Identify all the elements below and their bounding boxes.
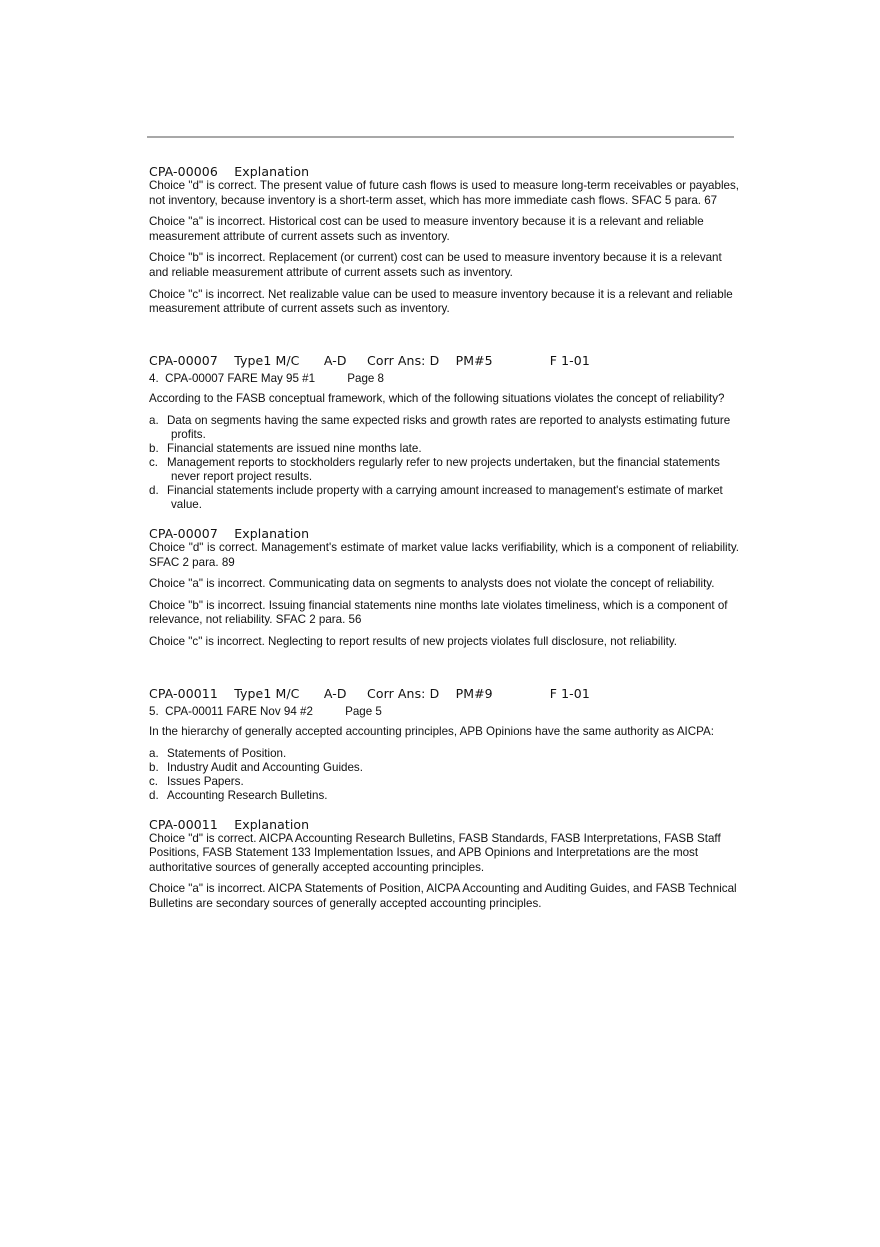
explanation-paragraph: Choice "d" is correct. The present value of future cash flows is used to measure long-term receivables or payables, not inventory, because inventory is a short-term asset, which has more immediate cash flows. SFAC 5 para. 67	[149, 179, 739, 207]
choice-text: Data on segments having the same expected risks and growth rates are reported to analysts estimating future profits.	[167, 413, 731, 441]
explanation-paragraph: Choice "c" is incorrect. Net realizable value can be used to measure inventory because it is a relevant and reliable measurement attribute of current assets such as inventory.	[149, 287, 733, 316]
choice-letter: b.	[149, 441, 159, 455]
choice-letter: d.	[149, 788, 159, 802]
choice-text: Management reports to stockholders regularly refer to new projects undertaken, but the financial statements never report project results.	[167, 455, 720, 483]
explanation-paragraph: Choice "a" is incorrect. Communicating data on segments to analysts does not violate the concept of reliability.	[149, 577, 715, 591]
question-text: According to the FASB conceptual framework, which of the following situations violates the concept of reliability?	[149, 392, 725, 406]
explanation-paragraph: Choice "d" is correct. Management's estimate of market value lacks verifiability, which is a component of reliability. SFAC 2 para. 89	[149, 540, 739, 569]
answer-choice-d	[149, 484, 739, 512]
explanation-cpa-00011	[149, 817, 739, 912]
answer-choices	[149, 747, 739, 803]
choice-text: Financial statements are issued nine months late.	[167, 441, 422, 455]
question-header: CPA-00007 Type1 M/C A-D Corr Ans: D PM#5 F 1-01	[149, 352, 590, 368]
answer-choice-d	[149, 789, 739, 803]
explanation-cpa-00007	[149, 526, 739, 650]
explanation-header: CPA-00007 Explanation	[149, 525, 310, 541]
choice-text: Accounting Research Bulletins.	[167, 788, 328, 802]
explanation-paragraph: Choice "d" is correct. AICPA Accounting Research Bulletins, FASB Standards, FASB Interpretations, FASB Staff Positions, FASB Statement 133 Implementation Issues, and APB Opinions and Interpretations are the most authoritative sources of generally accepted accounting principles.	[149, 831, 721, 874]
choice-text: Industry Audit and Accounting Guides.	[167, 760, 363, 774]
explanation-paragraph: Choice "a" is incorrect. AICPA Statements of Position, AICPA Accounting and Auditing Guides, and FASB Technical Bulletins are secondary sources of generally accepted accounting principles.	[149, 882, 737, 911]
question-reference: 4. CPA-00007 FARE May 95 #1 Page 8	[149, 371, 385, 385]
question-cpa-00011	[149, 686, 739, 803]
answer-choices	[149, 414, 739, 512]
answer-choice-b	[149, 442, 739, 456]
choice-letter: c.	[149, 774, 159, 788]
question-reference: 5. CPA-00011 FARE Nov 94 #2 Page 5	[149, 704, 382, 718]
answer-choice-c	[149, 456, 739, 484]
choice-text: Statements of Position.	[167, 746, 287, 760]
answer-choice-b	[149, 761, 739, 775]
choice-letter: d.	[149, 483, 159, 497]
answer-choice-a	[149, 747, 739, 761]
choice-text: Issues Papers.	[167, 774, 244, 788]
explanation-paragraph: Choice "a" is incorrect. Historical cost can be used to measure inventory because it is a relevant and reliable measurement attribute of current assets such as inventory.	[149, 215, 704, 243]
question-text: In the hierarchy of generally accepted accounting principles, APB Opinions have the same authority as AICPA:	[149, 725, 714, 739]
answer-choice-a	[149, 414, 739, 442]
answer-choice-c	[149, 775, 739, 789]
question-cpa-00007	[149, 353, 739, 512]
choice-letter: c.	[149, 455, 159, 469]
choice-letter: a.	[149, 746, 159, 760]
explanation-paragraph: Choice "c" is incorrect. Neglecting to report results of new projects violates full disclosure, not reliability.	[149, 634, 678, 648]
choice-letter: a.	[149, 413, 159, 427]
header-divider	[147, 136, 734, 138]
explanation-header: CPA-00011 Explanation	[149, 816, 310, 832]
explanation-cpa-00006	[149, 164, 739, 317]
explanation-paragraph: Choice "b" is incorrect. Issuing financial statements nine months late violates timeliness, which is a component of relevance, not reliability. SFAC 2 para. 56	[149, 598, 728, 627]
choice-letter: b.	[149, 760, 159, 774]
choice-text: Financial statements include property with a carrying amount increased to management's estimate of market value.	[167, 483, 723, 511]
question-header: CPA-00011 Type1 M/C A-D Corr Ans: D PM#9 F 1-01	[149, 685, 590, 701]
document-body	[149, 164, 739, 919]
explanation-header: CPA-00006 Explanation	[149, 164, 310, 179]
explanation-paragraph: Choice "b" is incorrect. Replacement (or current) cost can be used to measure inventory because it is a relevant and reliable measurement attribute of current assets such as inventory.	[149, 251, 722, 279]
